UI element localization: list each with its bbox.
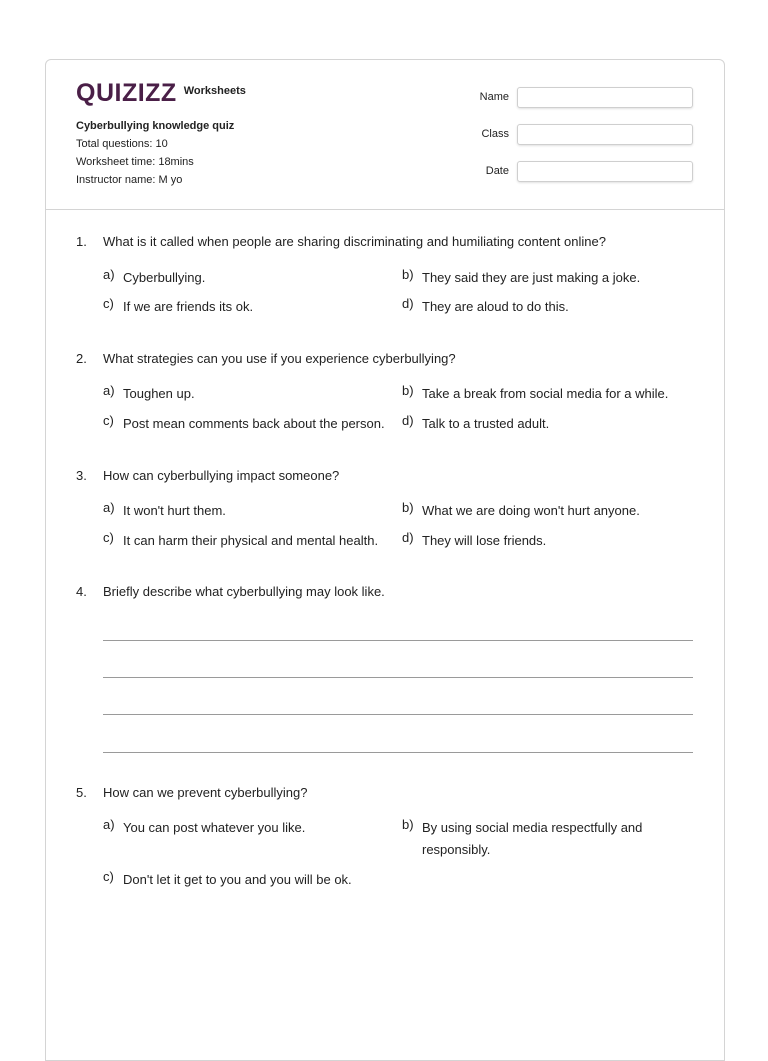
option-letter: b) xyxy=(402,500,414,515)
option-letter: c) xyxy=(103,296,114,311)
option-text: By using social media respectfully and responsibly. xyxy=(422,820,643,857)
option-text: You can post whatever you like. xyxy=(123,820,306,835)
option-2c[interactable] xyxy=(103,413,385,435)
option-letter: a) xyxy=(103,500,115,515)
logo-product-label: Worksheets xyxy=(183,85,246,97)
date-field[interactable] xyxy=(517,161,693,182)
option-text: If we are friends its ok. xyxy=(123,299,254,314)
question-text: What strategies can you use if you experience cyberbullying? xyxy=(103,351,456,366)
option-1a[interactable] xyxy=(103,267,205,289)
logo-wordmark: QUIZIZZ xyxy=(76,79,177,107)
class-label: Class xyxy=(481,128,509,140)
option-text: Talk to a trusted adult. xyxy=(422,416,550,431)
option-2b[interactable] xyxy=(402,383,668,405)
answer-line[interactable] xyxy=(103,677,693,678)
option-letter: b) xyxy=(402,267,414,282)
question-text: How can we prevent cyberbullying? xyxy=(103,785,308,800)
total-questions: Total questions: 10 xyxy=(76,138,168,150)
option-text: It can harm their physical and mental health. xyxy=(123,533,379,548)
option-text: It won't hurt them. xyxy=(123,503,226,518)
quizizz-logo xyxy=(76,80,246,106)
option-letter: c) xyxy=(103,530,114,545)
option-text: Cyberbullying. xyxy=(123,270,206,285)
answer-line[interactable] xyxy=(103,714,693,715)
worksheet-time: Worksheet time: 18mins xyxy=(76,156,194,168)
question-number: 2. xyxy=(76,351,87,366)
option-2a[interactable] xyxy=(103,383,195,405)
name-label: Name xyxy=(479,91,509,103)
option-letter: a) xyxy=(103,267,115,282)
option-1b[interactable] xyxy=(402,267,640,289)
option-3c[interactable] xyxy=(103,530,378,552)
option-letter: b) xyxy=(402,383,414,398)
question-number: 3. xyxy=(76,468,87,483)
class-field[interactable] xyxy=(517,124,693,145)
option-letter: c) xyxy=(103,869,114,884)
date-label: Date xyxy=(485,165,509,177)
option-1c[interactable] xyxy=(103,296,253,318)
question-text: What is it called when people are sharing discriminating and humiliating content online? xyxy=(103,234,606,249)
option-letter: d) xyxy=(402,530,414,545)
option-letter: c) xyxy=(103,413,114,428)
option-3a[interactable] xyxy=(103,500,226,522)
option-letter: b) xyxy=(402,817,414,832)
option-2d[interactable] xyxy=(402,413,549,435)
option-letter: a) xyxy=(103,817,115,832)
option-5a[interactable] xyxy=(103,817,305,839)
question-number: 1. xyxy=(76,234,87,249)
option-text: They will lose friends. xyxy=(422,533,547,548)
option-1d[interactable] xyxy=(402,296,569,318)
option-3d[interactable] xyxy=(402,530,546,552)
question-number: 4. xyxy=(76,584,87,599)
question-number: 5. xyxy=(76,785,87,800)
option-text: What we are doing won't hurt anyone. xyxy=(422,503,640,518)
option-text: They said they are just making a joke. xyxy=(422,270,641,285)
option-letter: a) xyxy=(103,383,115,398)
option-5c[interactable] xyxy=(103,869,352,891)
option-letter: d) xyxy=(402,296,414,311)
option-text: They are aloud to do this. xyxy=(422,299,569,314)
option-text: Post mean comments back about the person. xyxy=(123,416,385,431)
question-text: Briefly describe what cyberbullying may look like. xyxy=(103,584,385,599)
instructor-name: Instructor name: M yo xyxy=(76,174,183,186)
question-text: How can cyberbullying impact someone? xyxy=(103,468,340,483)
quiz-title: Cyberbullying knowledge quiz xyxy=(76,120,235,132)
option-text: Don't let it get to you and you will be ok. xyxy=(123,872,352,887)
answer-line[interactable] xyxy=(103,640,693,641)
option-text: Toughen up. xyxy=(123,386,195,401)
worksheet-page xyxy=(45,59,725,1061)
option-3b[interactable] xyxy=(402,500,640,522)
option-5b[interactable] xyxy=(402,817,672,861)
option-text: Take a break from social media for a while. xyxy=(422,386,669,401)
worksheet-header xyxy=(46,60,724,210)
answer-line[interactable] xyxy=(103,752,693,753)
option-letter: d) xyxy=(402,413,414,428)
name-field[interactable] xyxy=(517,87,693,108)
